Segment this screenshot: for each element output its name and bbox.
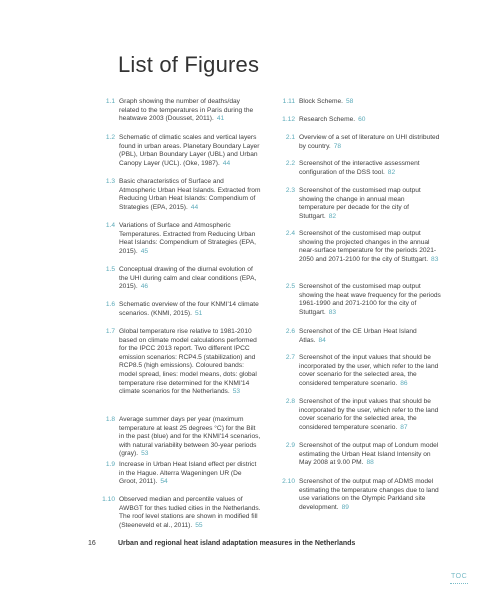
figure-caption: Schematic of climatic scales and vertical layers found in urban areas. Planetary Boundary Layer (PBL), Urban Boundary Layer (UBL) and Urban Canopy Layer (UCL). (Oke, 1987). 44 bbox=[119, 134, 260, 167]
figure-caption: Basic characteristics of Surface and Atmospheric Urban Heat Islands. Extracted from Reducing Urban Heat Islands: Compendium of Strategies (EPA, 2015). 44 bbox=[119, 178, 261, 211]
figure-number: 1.3 bbox=[105, 178, 115, 185]
figure-number: 1.11 bbox=[282, 98, 295, 105]
figure-page-link[interactable]: 78 bbox=[333, 142, 342, 150]
figure-page-link[interactable]: 55 bbox=[195, 521, 203, 529]
figure-caption: Average summer days per year (maximum temperature at least 25 degrees °C) for the Bilt in the past (blue) and for the KNMI'14 scenarios, with natural variability between 30-year periods (gray). 53 bbox=[119, 416, 261, 458]
figure-page-link[interactable]: 44 bbox=[190, 203, 199, 211]
figure-page-link[interactable]: 87 bbox=[400, 423, 408, 431]
figure-caption: Screenshot of the output map of Londum model estimating the Urban Heat Island Intensity on May 2008 at 9.00 PM. 88 bbox=[299, 442, 439, 467]
figure-caption: Global temperature rise relative to 1981-2010 based on climate model calculations performed for the IPCC 2013 report. Two different IPCC emission scenarios: RCP4.5 (stabilization) and RCP8.5 (high emissions). Coloured bands: model spread, lines: model means, dots: global temperature rise determined for the KNMI'14 climate scenarios for the Netherlands. 53 bbox=[119, 328, 257, 396]
figure-page-link[interactable]: 51 bbox=[194, 309, 203, 317]
figure-number: 2.2 bbox=[285, 160, 295, 167]
figure-caption: Block Scheme. 58 bbox=[299, 98, 354, 105]
figure-caption: Schematic overview of the four KNMI'14 climate scenarios. (KNMI, 2015). 51 bbox=[119, 301, 259, 317]
toc-underline bbox=[450, 583, 468, 584]
figure-number: 1.12 bbox=[282, 116, 295, 123]
figure-page-link[interactable]: 83 bbox=[328, 308, 337, 316]
figure-page-link[interactable]: 83 bbox=[431, 255, 439, 263]
figure-caption: Overview of a set of literature on UHI distributed by country. 78 bbox=[299, 134, 440, 150]
figure-number: 2.8 bbox=[285, 398, 295, 405]
figure-number: 1.8 bbox=[105, 416, 115, 423]
figure-number: 2.7 bbox=[285, 354, 295, 361]
figure-caption: Screenshot of the output map of ADMS model estimating the temperature changes due to land use variations on the Olympic Parkland site development. 89 bbox=[299, 478, 439, 511]
figure-page-link[interactable]: 45 bbox=[140, 247, 149, 255]
figure-caption: Screenshot of the input values that should be incorporated by the user, which refer to the land cover scenario for the selected area, the considered temperature scenario. 87 bbox=[299, 398, 439, 431]
figure-page-link[interactable]: 89 bbox=[341, 503, 349, 511]
figure-caption: Increase in Urban Heat Island effect per district in the Hague. Alterra Wageningen UR (De Groot, 2011). 54 bbox=[119, 461, 257, 486]
figure-number: 2.6 bbox=[285, 328, 295, 335]
footer-running-title: Urban and regional heat island adaptation measures in the Netherlands bbox=[118, 540, 356, 547]
figure-caption: Screenshot of the customised map output showing the projected changes in the annual near-surface temperature for the periods 2021-2050 and 2071-2100 for the city of Stuttgart. 83 bbox=[299, 230, 439, 263]
figure-number: 2.9 bbox=[285, 442, 295, 449]
figure-page-link[interactable]: 46 bbox=[140, 283, 149, 291]
figure-caption: Research Scheme. 60 bbox=[299, 116, 366, 123]
figure-number: 1.10 bbox=[102, 496, 115, 503]
figure-caption: Observed median and percentile values of AWBGT for thes tudied cities in the Netherlands. The roof level stations are shown in modified fill (Steeneveld et al., 2011). 55 bbox=[119, 496, 261, 529]
figure-caption: Conceptual drawing of the diurnal evolution of the UHI during calm and clear conditions (EPA, 2015). 46 bbox=[119, 266, 257, 291]
figure-page-link[interactable]: 41 bbox=[216, 115, 225, 123]
figure-page-link[interactable]: 82 bbox=[387, 168, 396, 176]
figure-number: 1.9 bbox=[105, 461, 115, 468]
footer-page-number: 16 bbox=[88, 540, 96, 547]
toc-link[interactable]: TOC bbox=[451, 573, 468, 580]
figure-caption: Graph showing the number of deaths/day related to the temperatures in Paris during the heatwave 2003 (Dousset, 2011). 41 bbox=[119, 98, 254, 123]
figure-page-link[interactable]: 58 bbox=[345, 98, 354, 105]
figure-caption: Variations of Surface and Atmospheric Temperatures. Extracted from Reducing Urban Heat Islands: Compendium of Strategies (EPA, 2015). 45 bbox=[119, 222, 256, 255]
figure-page-link[interactable]: 82 bbox=[328, 212, 337, 220]
figure-page-link[interactable]: 88 bbox=[366, 459, 374, 467]
figure-caption: Screenshot of the customised map output showing the heat wave frequency for the periods 1961-1990 and 2071-2100 for the city of Stuttgart. 83 bbox=[299, 283, 441, 316]
figure-page-link[interactable]: 44 bbox=[222, 159, 231, 167]
figure-caption: Screenshot of the customised map output showing the change in annual mean temperature per decade for the city of Stuttgart. 82 bbox=[299, 187, 421, 220]
figure-page-link[interactable]: 86 bbox=[400, 379, 408, 387]
page-title: List of Figures bbox=[118, 52, 260, 77]
figure-caption: Screenshot of the CE Urban Heat Island Atlas. 84 bbox=[299, 328, 417, 344]
figure-caption: Screenshot of the interactive assessment configuration of the DSS tool. 82 bbox=[299, 160, 420, 176]
figure-caption: Screenshot of the input values that should be incorporated by the user, which refer to the land cover scenario for the selected area, the considered temperature scenario. 86 bbox=[299, 354, 439, 387]
figure-number: 2.5 bbox=[285, 283, 295, 290]
figure-page-link[interactable]: 53 bbox=[141, 450, 149, 458]
figure-page-link[interactable]: 84 bbox=[318, 336, 326, 344]
figure-page-link[interactable]: 60 bbox=[358, 116, 366, 123]
figure-number: 2.1 bbox=[285, 134, 295, 141]
figure-number: 2.4 bbox=[285, 230, 295, 237]
figure-number: 1.2 bbox=[105, 134, 115, 141]
figure-page-link[interactable]: 53 bbox=[232, 388, 241, 396]
figure-page-link[interactable]: 54 bbox=[160, 478, 168, 486]
figure-number: 1.1 bbox=[105, 98, 115, 105]
figure-number: 2.10 bbox=[282, 478, 295, 485]
figure-number: 1.7 bbox=[105, 328, 115, 335]
figure-number: 1.5 bbox=[105, 266, 115, 273]
figure-number: 1.4 bbox=[105, 222, 115, 229]
figure-number: 2.3 bbox=[285, 187, 295, 194]
figure-number: 1.6 bbox=[105, 301, 115, 308]
